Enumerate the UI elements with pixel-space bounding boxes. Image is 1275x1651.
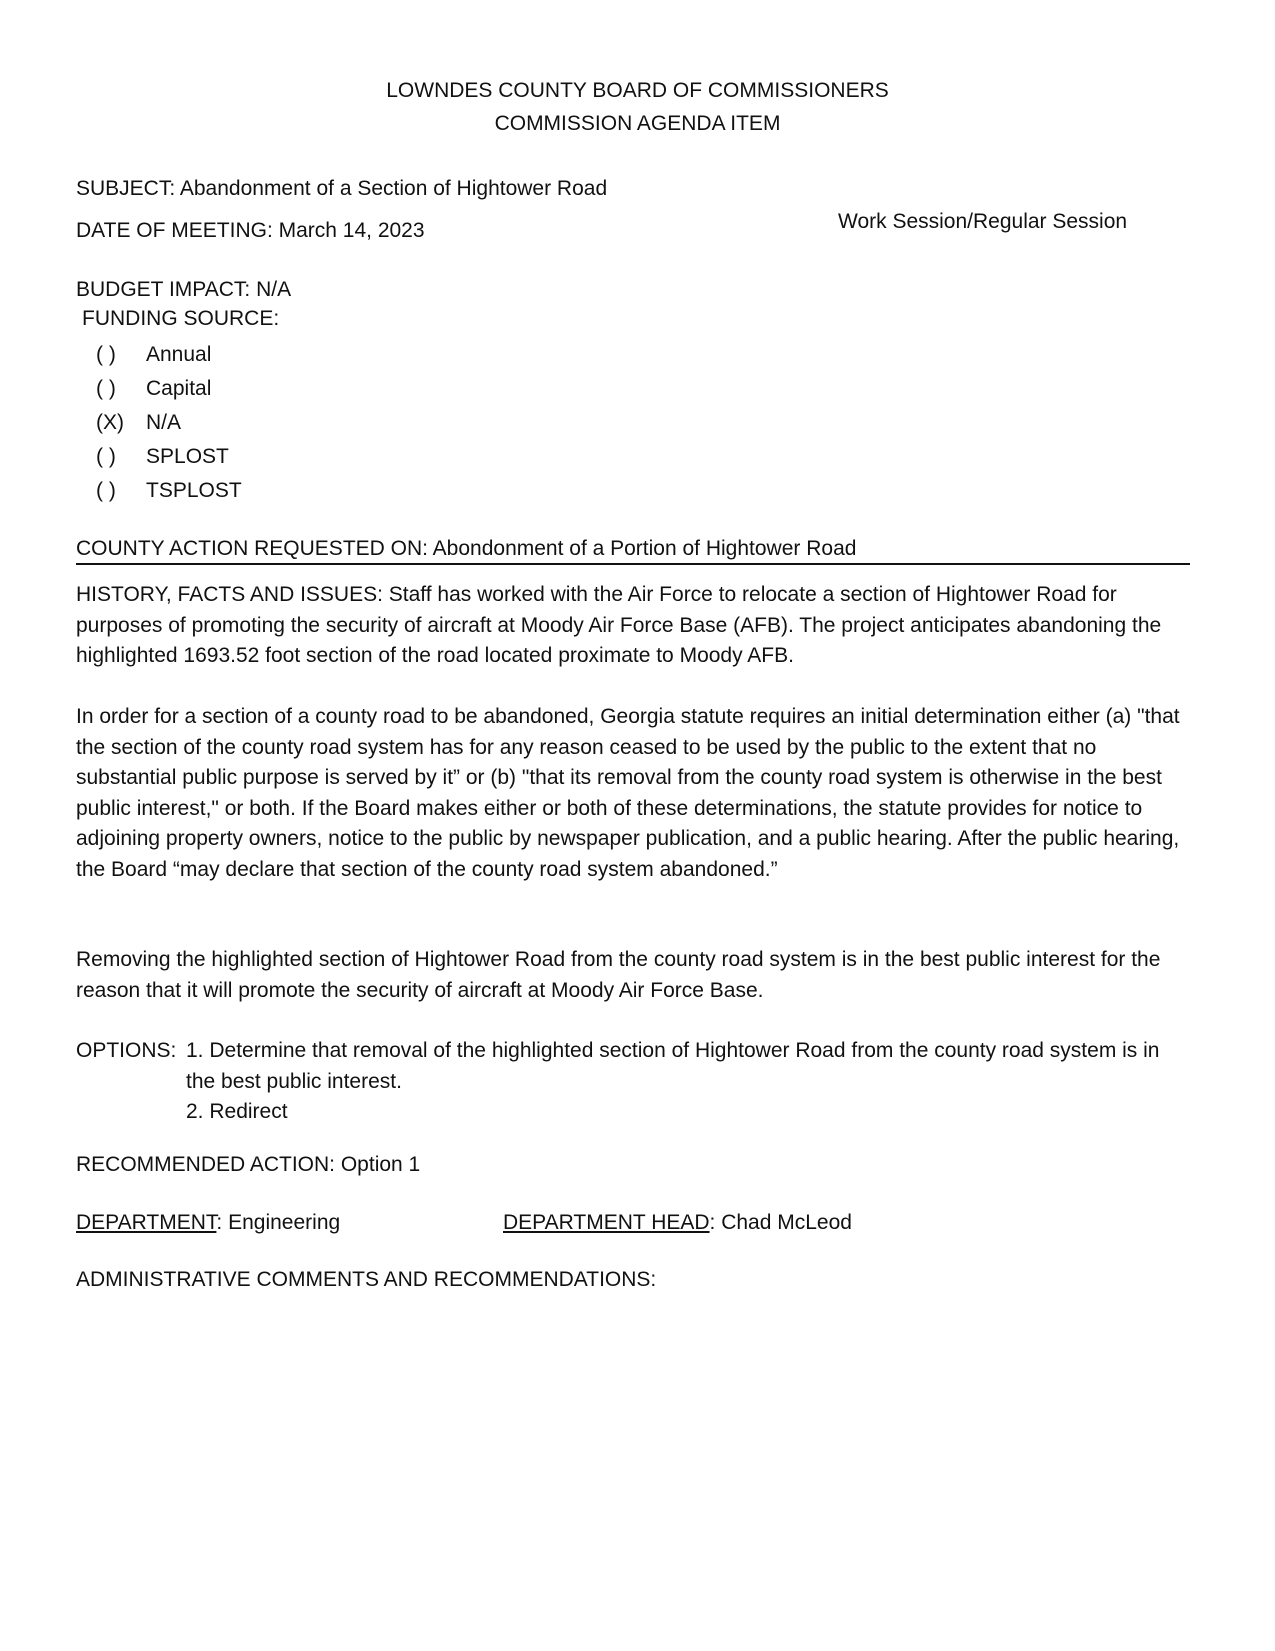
option-item-1: 1. Determine that removal of the highlighted section of Hightower Road from the county road system is in the best public interest. — [186, 1039, 1160, 1093]
options-label: OPTIONS: — [76, 1039, 177, 1062]
funding-checkbox: ( ) — [96, 343, 116, 366]
funding-option-label: N/A — [146, 411, 182, 434]
subject: SUBJECT: Abandonment of a Section of Hightower Road — [76, 177, 608, 200]
funding-option-label: Annual — [146, 343, 212, 366]
funding-checkbox: ( ) — [96, 479, 116, 502]
recommended-action: RECOMMENDED ACTION: Option 1 — [76, 1153, 421, 1176]
header-title: LOWNDES COUNTY BOARD OF COMMISSIONERS — [386, 79, 889, 102]
department-value: : Engineering — [216, 1211, 341, 1234]
department-head-label: DEPARTMENT HEAD — [503, 1211, 710, 1234]
budget-impact: BUDGET IMPACT: N/A — [76, 278, 292, 301]
funding-option-annual — [96, 342, 211, 368]
interest-section — [76, 945, 1196, 1006]
funding-option-label: SPLOST — [146, 445, 229, 468]
history-paragraph-1: HISTORY, FACTS AND ISSUES: Staff has worked with the Air Force to relocate a section of Hightower Road for purposes of promoting the security of aircraft at Moody Air Force Base (AFB). The project anticipates abandoning the highlighted 1693.52 foot section of the road located proximate to Moody AFB. — [76, 583, 1162, 667]
funding-option-label: Capital — [146, 377, 212, 400]
history-paragraph-2: In order for a section of a county road to be abandoned, Georgia statute requires an initial determination either (a) "that the section of the county road system has for any reason ceased to be used by the public to the extent that no substantial public purpose is served by it” or (b) "that its removal from the county road system is otherwise in the best public interest," or both. If the Board makes either or both of these determinations, the statute provides for notice to adjoining property owners, notice to the public by newspaper publication, and a public hearing. After the public hearing, the Board “may declare that section of the county road system abandoned.” — [76, 705, 1180, 881]
department-head — [503, 1210, 852, 1236]
option-item-2: 2. Redirect — [186, 1100, 288, 1123]
section-divider — [76, 563, 1190, 565]
funding-checkbox: (X) — [96, 411, 124, 434]
department-label: DEPARTMENT — [76, 1211, 217, 1234]
funding-option-label: TSPLOST — [146, 479, 242, 502]
header-subtitle: COMMISSION AGENDA ITEM — [494, 112, 781, 135]
funding-option-na — [96, 410, 181, 436]
funding-option-capital — [96, 376, 211, 402]
funding-option-tsplost — [96, 478, 242, 504]
administrative-comments: ADMINISTRATIVE COMMENTS AND RECOMMENDATIONS: — [76, 1268, 657, 1291]
date-of-meeting: DATE OF MEETING: March 14, 2023 — [76, 219, 425, 242]
county-action-requested: COUNTY ACTION REQUESTED ON: Abondonment of a Portion of Hightower Road — [76, 537, 857, 560]
funding-checkbox: ( ) — [96, 377, 116, 400]
funding-option-splost — [96, 444, 229, 470]
session-type: Work Session/Regular Session — [838, 210, 1128, 233]
funding-checkbox: ( ) — [96, 445, 116, 468]
department-head-value: : Chad McLeod — [709, 1211, 852, 1234]
funding-source-label: FUNDING SOURCE: — [82, 307, 280, 330]
history-section — [76, 580, 1196, 672]
history-paragraph-3: Removing the highlighted section of Hightower Road from the county road system is in the best public interest for the reason that it will promote the security of aircraft at Moody Air Force Base. — [76, 948, 1161, 1002]
department — [76, 1210, 340, 1236]
statute-section — [76, 702, 1196, 885]
